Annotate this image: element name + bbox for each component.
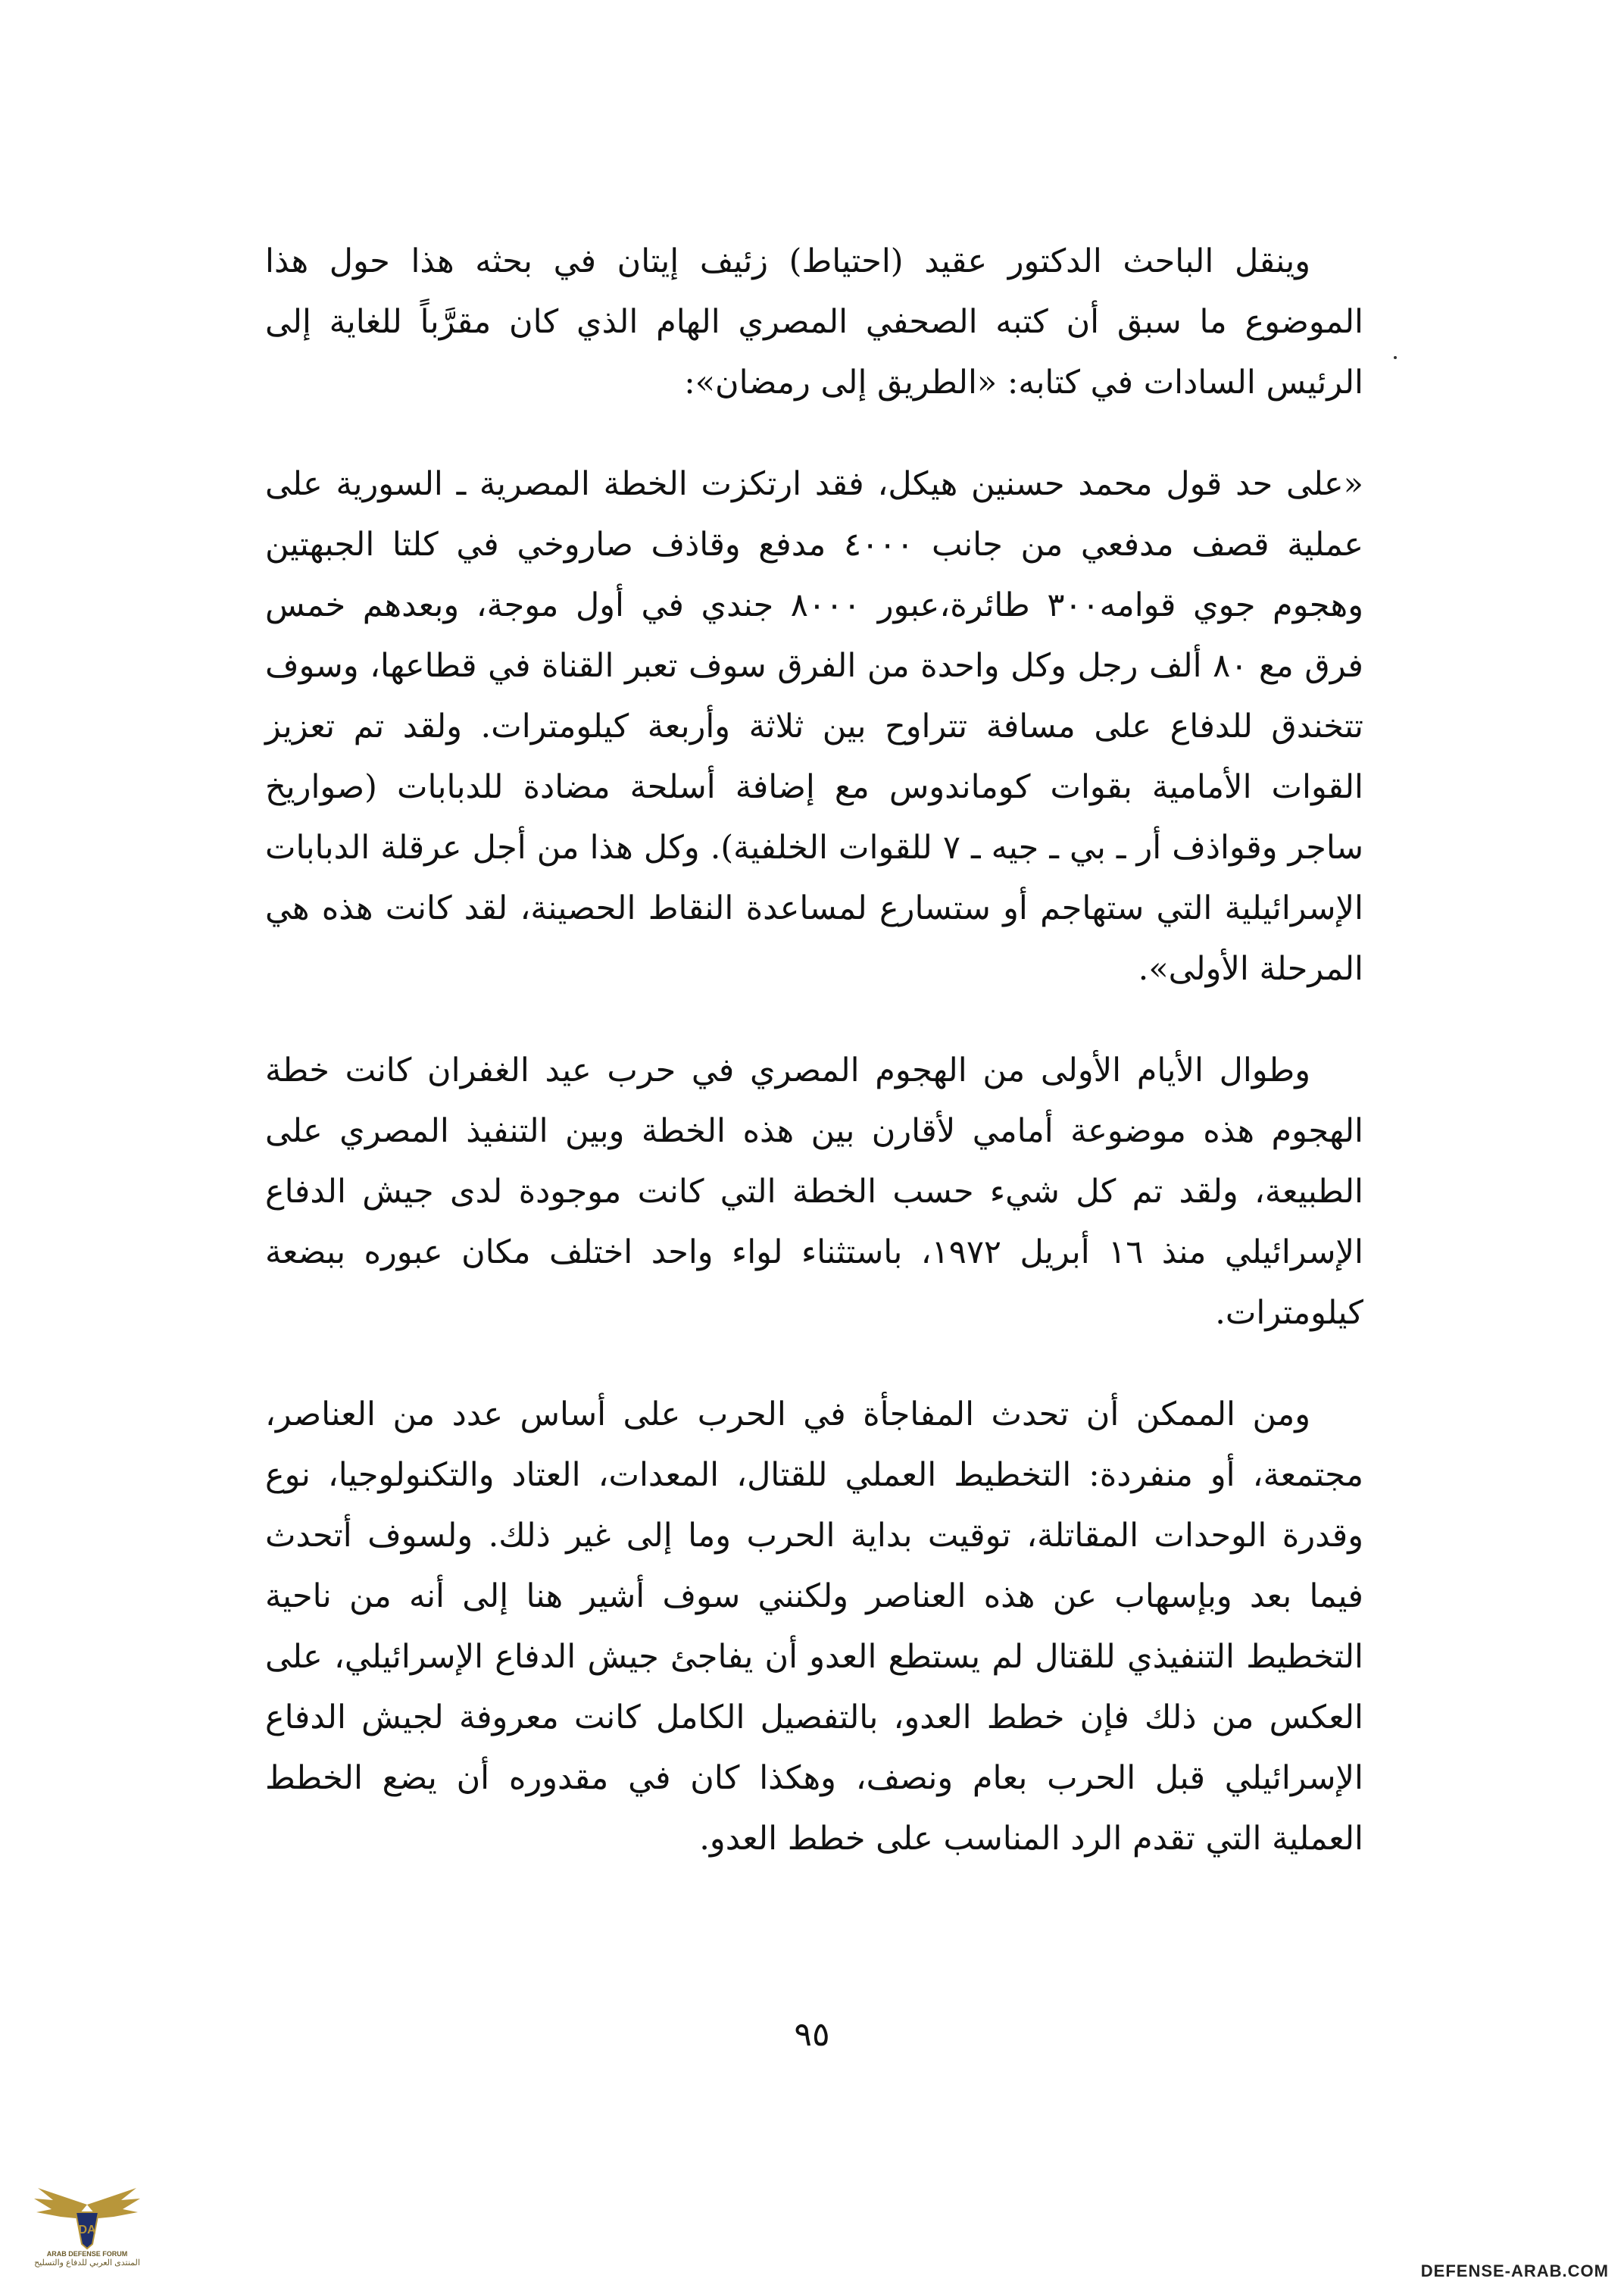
logo-abbr: DA [78,2224,96,2236]
paragraph-surprise: ومن الممكن أن تحدث المفاجأة في الحرب على أساس عدد من العناصر، مجتمعة، أو منفردة: التخطيط العملي للقتال، المعدات، العتاد والتكنولوجيا، نوع وقدرة الوحدات المقاتلة، توقيت بداية الحرب وما إلى غير ذلك. ولسوف أتحدث فيما بعد وبإسهاب عن هذه العناصر ولكنني سوف أشير هنا إلى أنه من ناحية التخطيط التنفيذي للقتال لم يستطع العدو أن يفاجئ جيش الدفاع الإسرائيلي، على العكس من ذلك فإن خطط العدو، بالتفصيل الكامل كانت معروفة لجيش الدفاع الإسرائيلي قبل الحرب بعام ونصف، وهكذا كان في مقدوره أن يضع الخطط العملية التي تقدم الرد المناسب على خطط العدو. [265,1396,1363,1858]
scan-speck [1394,356,1397,359]
logo-english-name: ARAB DEFENSE FORUM [46,2250,128,2258]
forum-logo [30,2174,144,2280]
eagle-wings-icon [30,2174,144,2250]
page-number: ٩٥ [794,2015,830,2054]
logo-arabic-name: المنتدى العربي للدفاع والتسليح [34,2258,140,2268]
body-text [265,231,1363,1910]
paragraph-quote: «على حد قول محمد حسنين هيكل، فقد ارتكزت الخطة المصرية ـ السورية على عملية قصف مدفعي من جانب ٤٠٠٠ مدفع وقاذف صاروخي في كلتا الجبهتين وهجوم جوي قوامه٣٠٠ طائرة،عبور ٨٠٠٠ جندي في أول موجة، وبعدهم خمس فرق مع ٨٠ ألف رجل وكل واحدة من الفرق سوف تعبر القناة في قطاعها، وسوف تتخندق للدفاع على مسافة تتراوح بين ثلاثة وأربعة كيلومترات. ولقد تم تعزيز القوات الأمامية بقوات كوماندوس مع إضافة أسلحة مضادة للدبابات (صواريخ ساجر وقواذف أر ـ بي ـ جيه ـ ٧ للقوات الخلفية). وكل هذا من أجل عرقلة الدبابات الإسرائيلية التي ستهاجم أو ستسارع لمساعدة النقاط الحصينة، لقد كانت هذه هي المرحلة الأولى». [265,465,1363,988]
site-watermark: DEFENSE-ARAB.COM [1420,2261,1609,2280]
paragraph-intro: وينقل الباحث الدكتور عقيد (احتياط) زئيف إيتان في بحثه هذا حول هذا الموضوع ما سبق أن كتبه الصحفي المصري الهام الذي كان مقرَّباً للغاية إلى الرئيس السادات في كتابه: «الطريق إلى رمضان»: [265,242,1363,402]
paragraph-plan: وطوال الأيام الأولى من الهجوم المصري في حرب عيد الغفران كانت خطة الهجوم هذه موضوعة أمامي لأقارن بين هذه الخطة وبين التنفيذ المصري على الطبيعة، ولقد تم كل شيء حسب الخطة التي كانت موجودة لدى جيش الدفاع الإسرائيلي منذ ١٦ أبريل ١٩٧٢، باستثناء لواء واحد اختلف مكان عبوره ببضعة كيلومترات. [265,1052,1364,1332]
